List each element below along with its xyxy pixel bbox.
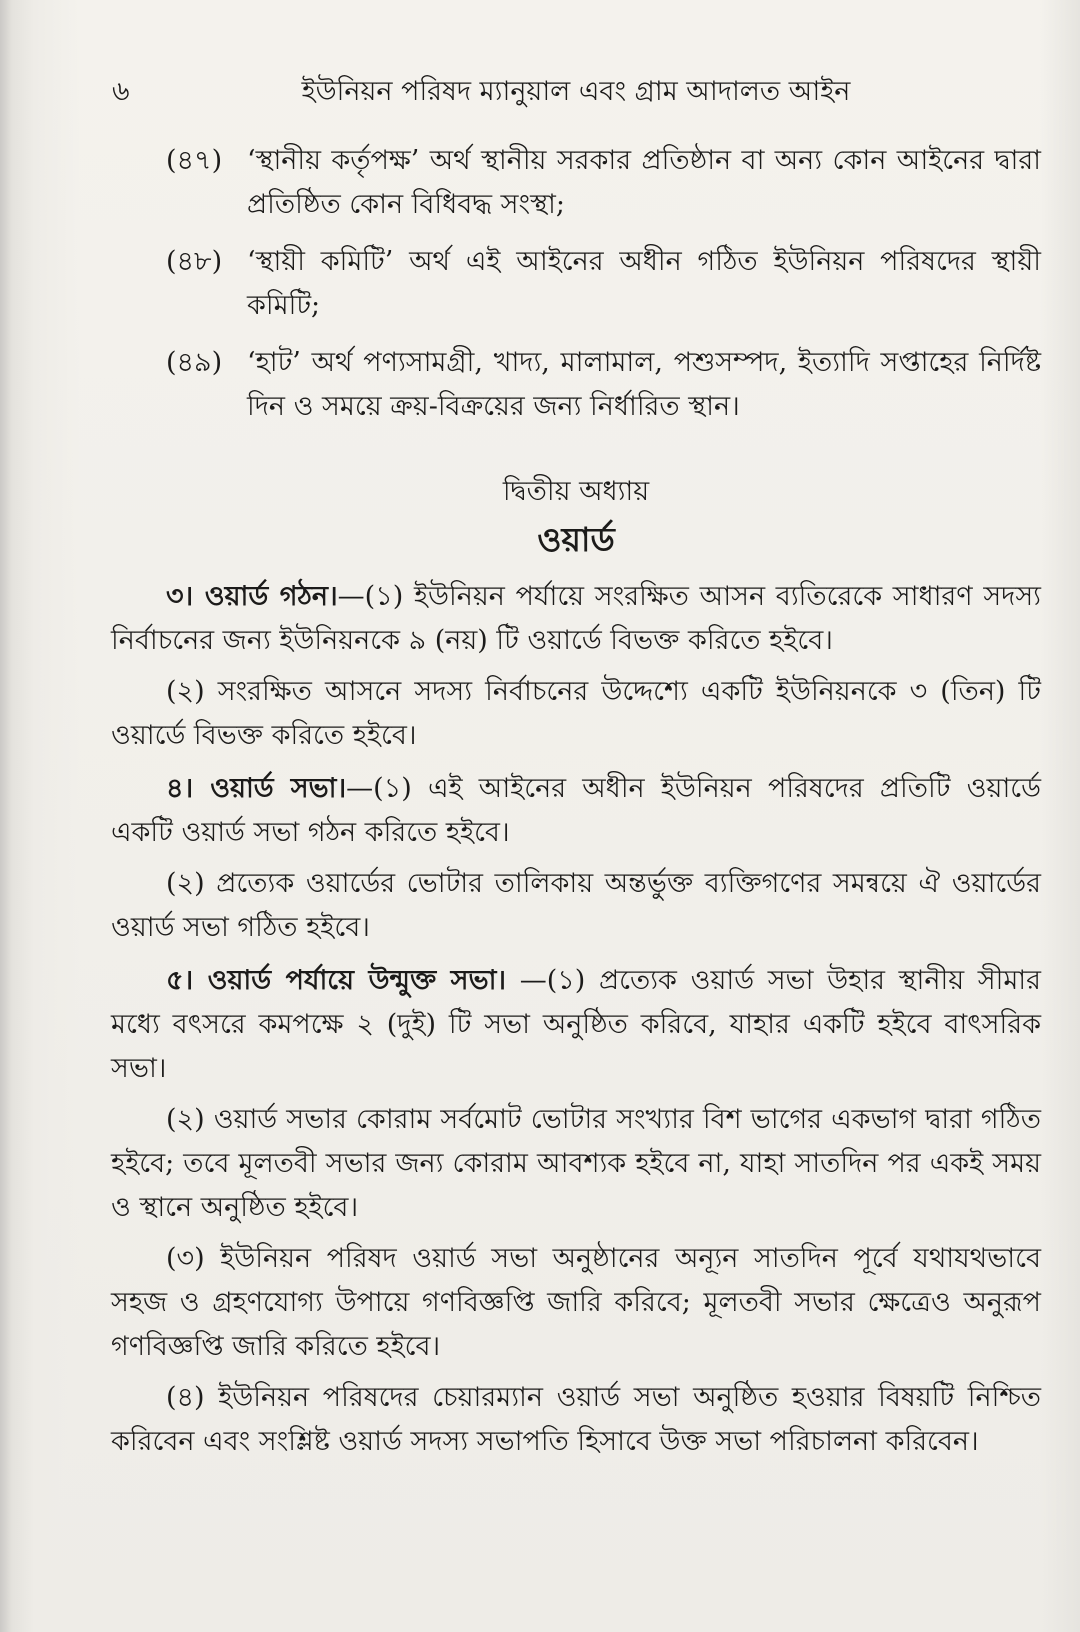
- section-paragraph: [111, 767, 1041, 855]
- paragraph-text: (২) প্রত্যেক ওয়ার্ডের ভোটার তালিকায় অন্তর্ভুক্ত ব্যক্তিগণের সমন্বয়ে ঐ ওয়ার্ডের ওয়ার্ড সভা গঠিত হইবে।: [111, 868, 1041, 943]
- paragraph-text: —(১) এই আইনের অধীন ইউনিয়ন পরিষদের প্রতিটি ওয়ার্ডে একটি ওয়ার্ড সভা গঠন করিতে হইবে।: [111, 773, 1041, 848]
- definition-text: ‘হাট’ অর্থ পণ্যসামগ্রী, খাদ্য, মালামাল, পশুসম্পদ, ইত্যাদি সপ্তাহের নির্দিষ্ট দিন ও সময়ে ক্রয়-বিক্রয়ের জন্য নির্ধারিত স্থান।: [247, 347, 1041, 422]
- paragraph-text: —(১) প্রত্যেক ওয়ার্ড সভা উহার স্থানীয় সীমার মধ্যে বৎসরে কমপক্ষে ২ (দুই) টি সভা অনুষ্ঠিত করিবে, যাহার একটি হইবে বাৎসরিক সভা।: [111, 965, 1041, 1084]
- section-heading: ৩। ওয়ার্ড গঠন।: [166, 581, 338, 612]
- section-paragraph: [111, 670, 1041, 758]
- section-3: [111, 575, 1041, 758]
- definition-number: (৪৭): [166, 145, 223, 176]
- section-paragraph: [111, 1098, 1041, 1230]
- section-paragraph: [111, 1237, 1041, 1369]
- section-paragraph: [111, 959, 1041, 1091]
- section-paragraph: [111, 1376, 1041, 1464]
- definition-number: (৪৯): [166, 347, 223, 378]
- section-heading: ৫। ওয়ার্ড পর্যায়ে উন্মুক্ত সভা।: [166, 965, 507, 996]
- definition-text: ‘স্থায়ী কমিটি’ অর্থ এই আইনের অধীন গঠিত ইউনিয়ন পরিষদের স্থায়ী কমিটি;: [247, 246, 1041, 321]
- chapter-heading: [111, 470, 1041, 566]
- paragraph-text: —(১) ইউনিয়ন পর্যায়ে সংরক্ষিত আসন ব্যতিরেকে সাধারণ সদস্য নির্বাচনের জন্য ইউনিয়নকে ৯ (নয়) টি ওয়ার্ডে বিভক্ত করিতে হইবে।: [111, 581, 1042, 656]
- definition-item: [166, 139, 1041, 227]
- paragraph-text: (৩) ইউনিয়ন পরিষদ ওয়ার্ড সভা অনুষ্ঠানের অন্যূন সাতদিন পূর্বে যথাযথভাবে সহজ ও গ্রহণযোগ্য উপায়ে গণবিজ্ঞপ্তি জারি করিবে; মূলতবী সভার ক্ষেত্রেও অনুরূপ গণবিজ্ঞপ্তি জারি করিতে হইবে।: [111, 1243, 1041, 1362]
- section-5: [111, 959, 1041, 1464]
- chapter-title: ওয়ার্ড: [537, 520, 615, 559]
- definitions-list: [111, 139, 1041, 429]
- running-title: ইউনিয়ন পরিষদ ম্যানুয়াল এবং গ্রাম আদালত আইন: [301, 76, 851, 107]
- chapter-number: দ্বিতীয় অধ্যায়: [502, 476, 650, 507]
- running-header: [0, 70, 1080, 114]
- definition-number: (৪৮): [166, 246, 223, 277]
- paragraph-text: (২) ওয়ার্ড সভার কোরাম সর্বমোট ভোটার সংখ্যার বিশ ভাগের একভাগ দ্বারা গঠিত হইবে; তবে মূলতবী সভার জন্য কোরাম আবশ্যক হইবে না, যাহা সাতদিন পর একই সময় ও স্থানে অনুষ্ঠিত হইবে।: [111, 1104, 1041, 1223]
- section-4: [111, 767, 1041, 950]
- definition-item: [166, 341, 1041, 429]
- paragraph-text: (৪) ইউনিয়ন পরিষদের চেয়ারম্যান ওয়ার্ড সভা অনুষ্ঠিত হওয়ার বিষয়টি নিশ্চিত করিবেন এবং সংশ্লিষ্ট ওয়ার্ড সদস্য সভাপতি হিসাবে উক্ত সভা পরিচালনা করিবেন।: [111, 1382, 1041, 1457]
- definition-item: [166, 240, 1041, 328]
- page-body: [111, 139, 1041, 1464]
- page-number: ৬: [112, 76, 130, 107]
- paragraph-text: (২) সংরক্ষিত আসনে সদস্য নির্বাচনের উদ্দেশ্যে একটি ইউনিয়নকে ৩ (তিন) টি ওয়ার্ডে বিভক্ত করিতে হইবে।: [111, 676, 1041, 751]
- section-paragraph: [111, 862, 1041, 950]
- section-paragraph: [111, 575, 1041, 663]
- definition-text: ‘স্থানীয় কর্তৃপক্ষ’ অর্থ স্থানীয় সরকার প্রতিষ্ঠান বা অন্য কোন আইনের দ্বারা প্রতিষ্ঠিত কোন বিধিবদ্ধ সংস্থা;: [247, 145, 1041, 220]
- section-heading: ৪। ওয়ার্ড সভা।: [166, 773, 347, 804]
